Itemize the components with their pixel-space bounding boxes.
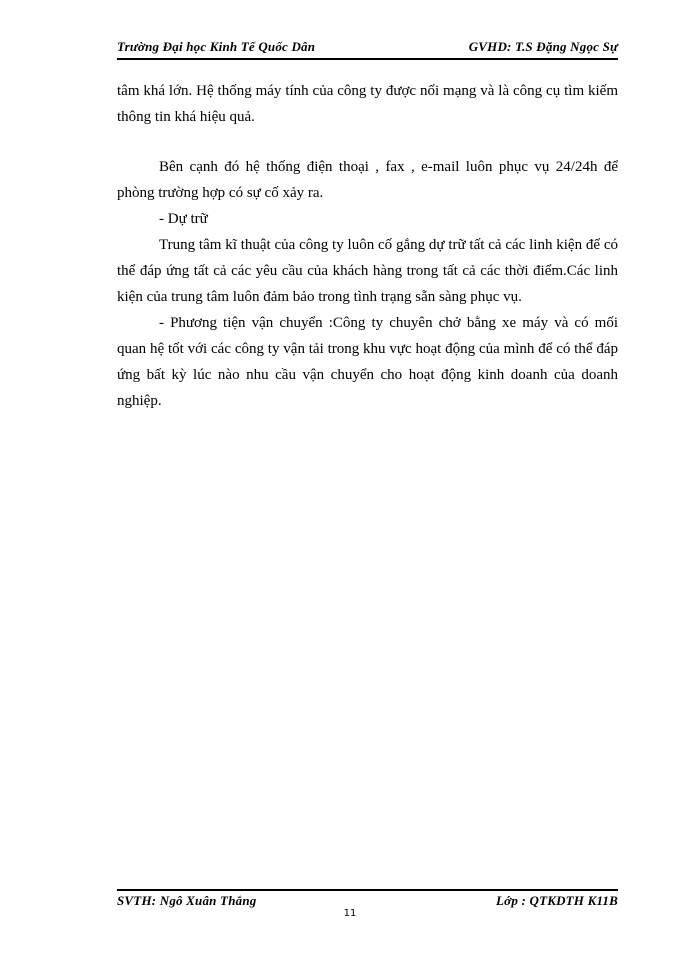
paragraph-transport: - Phương tiện vận chuyển :Công ty chuyên chở bằng xe máy và có mối quan hệ tốt với các công ty vận tải trong khu vực hoạt động của mình để có thể đáp ứng bất kỳ lúc nào nhu cầu vận chuyển cho hoạt động kinh doanh của doanh nghiệp. [117, 315, 618, 409]
footer-class: Lớp : QTKDTH K11B [496, 893, 618, 908]
paragraph-reserve: Trung tâm kĩ thuật của công ty luôn cố gắng dự trữ tất cả các linh kiện để có thể đáp ứng tất cả các yêu cầu của khách hàng trong tất cả các thời điểm.Các linh kiện của trung tâm luôn đảm bảo trong tình trạng sẵn sàng phục vụ. [117, 237, 618, 305]
header-university: Trường Đại học Kinh Tế Quốc Dân [117, 39, 316, 54]
page-number: 11 [343, 908, 357, 919]
header-supervisor: GVHD: T.S Đặng Ngọc Sự [468, 39, 618, 54]
document-body [117, 78, 618, 414]
paragraph-continuation: tâm khá lớn. Hệ thống máy tính của công ty được nối mạng và là công cụ tìm kiếm thông tin khá hiệu quả. [117, 83, 618, 125]
section-heading-reserve: - Dự trữ [159, 211, 208, 227]
paragraph-communication: Bên cạnh đó hệ thống điện thoại , fax , e-mail luôn phục vụ 24/24h để phòng trường hợp có sự cố xảy ra. [117, 159, 618, 201]
footer-divider [117, 889, 618, 891]
footer-student: SVTH: Ngô Xuân Thắng [117, 893, 257, 908]
page-header [117, 38, 618, 60]
